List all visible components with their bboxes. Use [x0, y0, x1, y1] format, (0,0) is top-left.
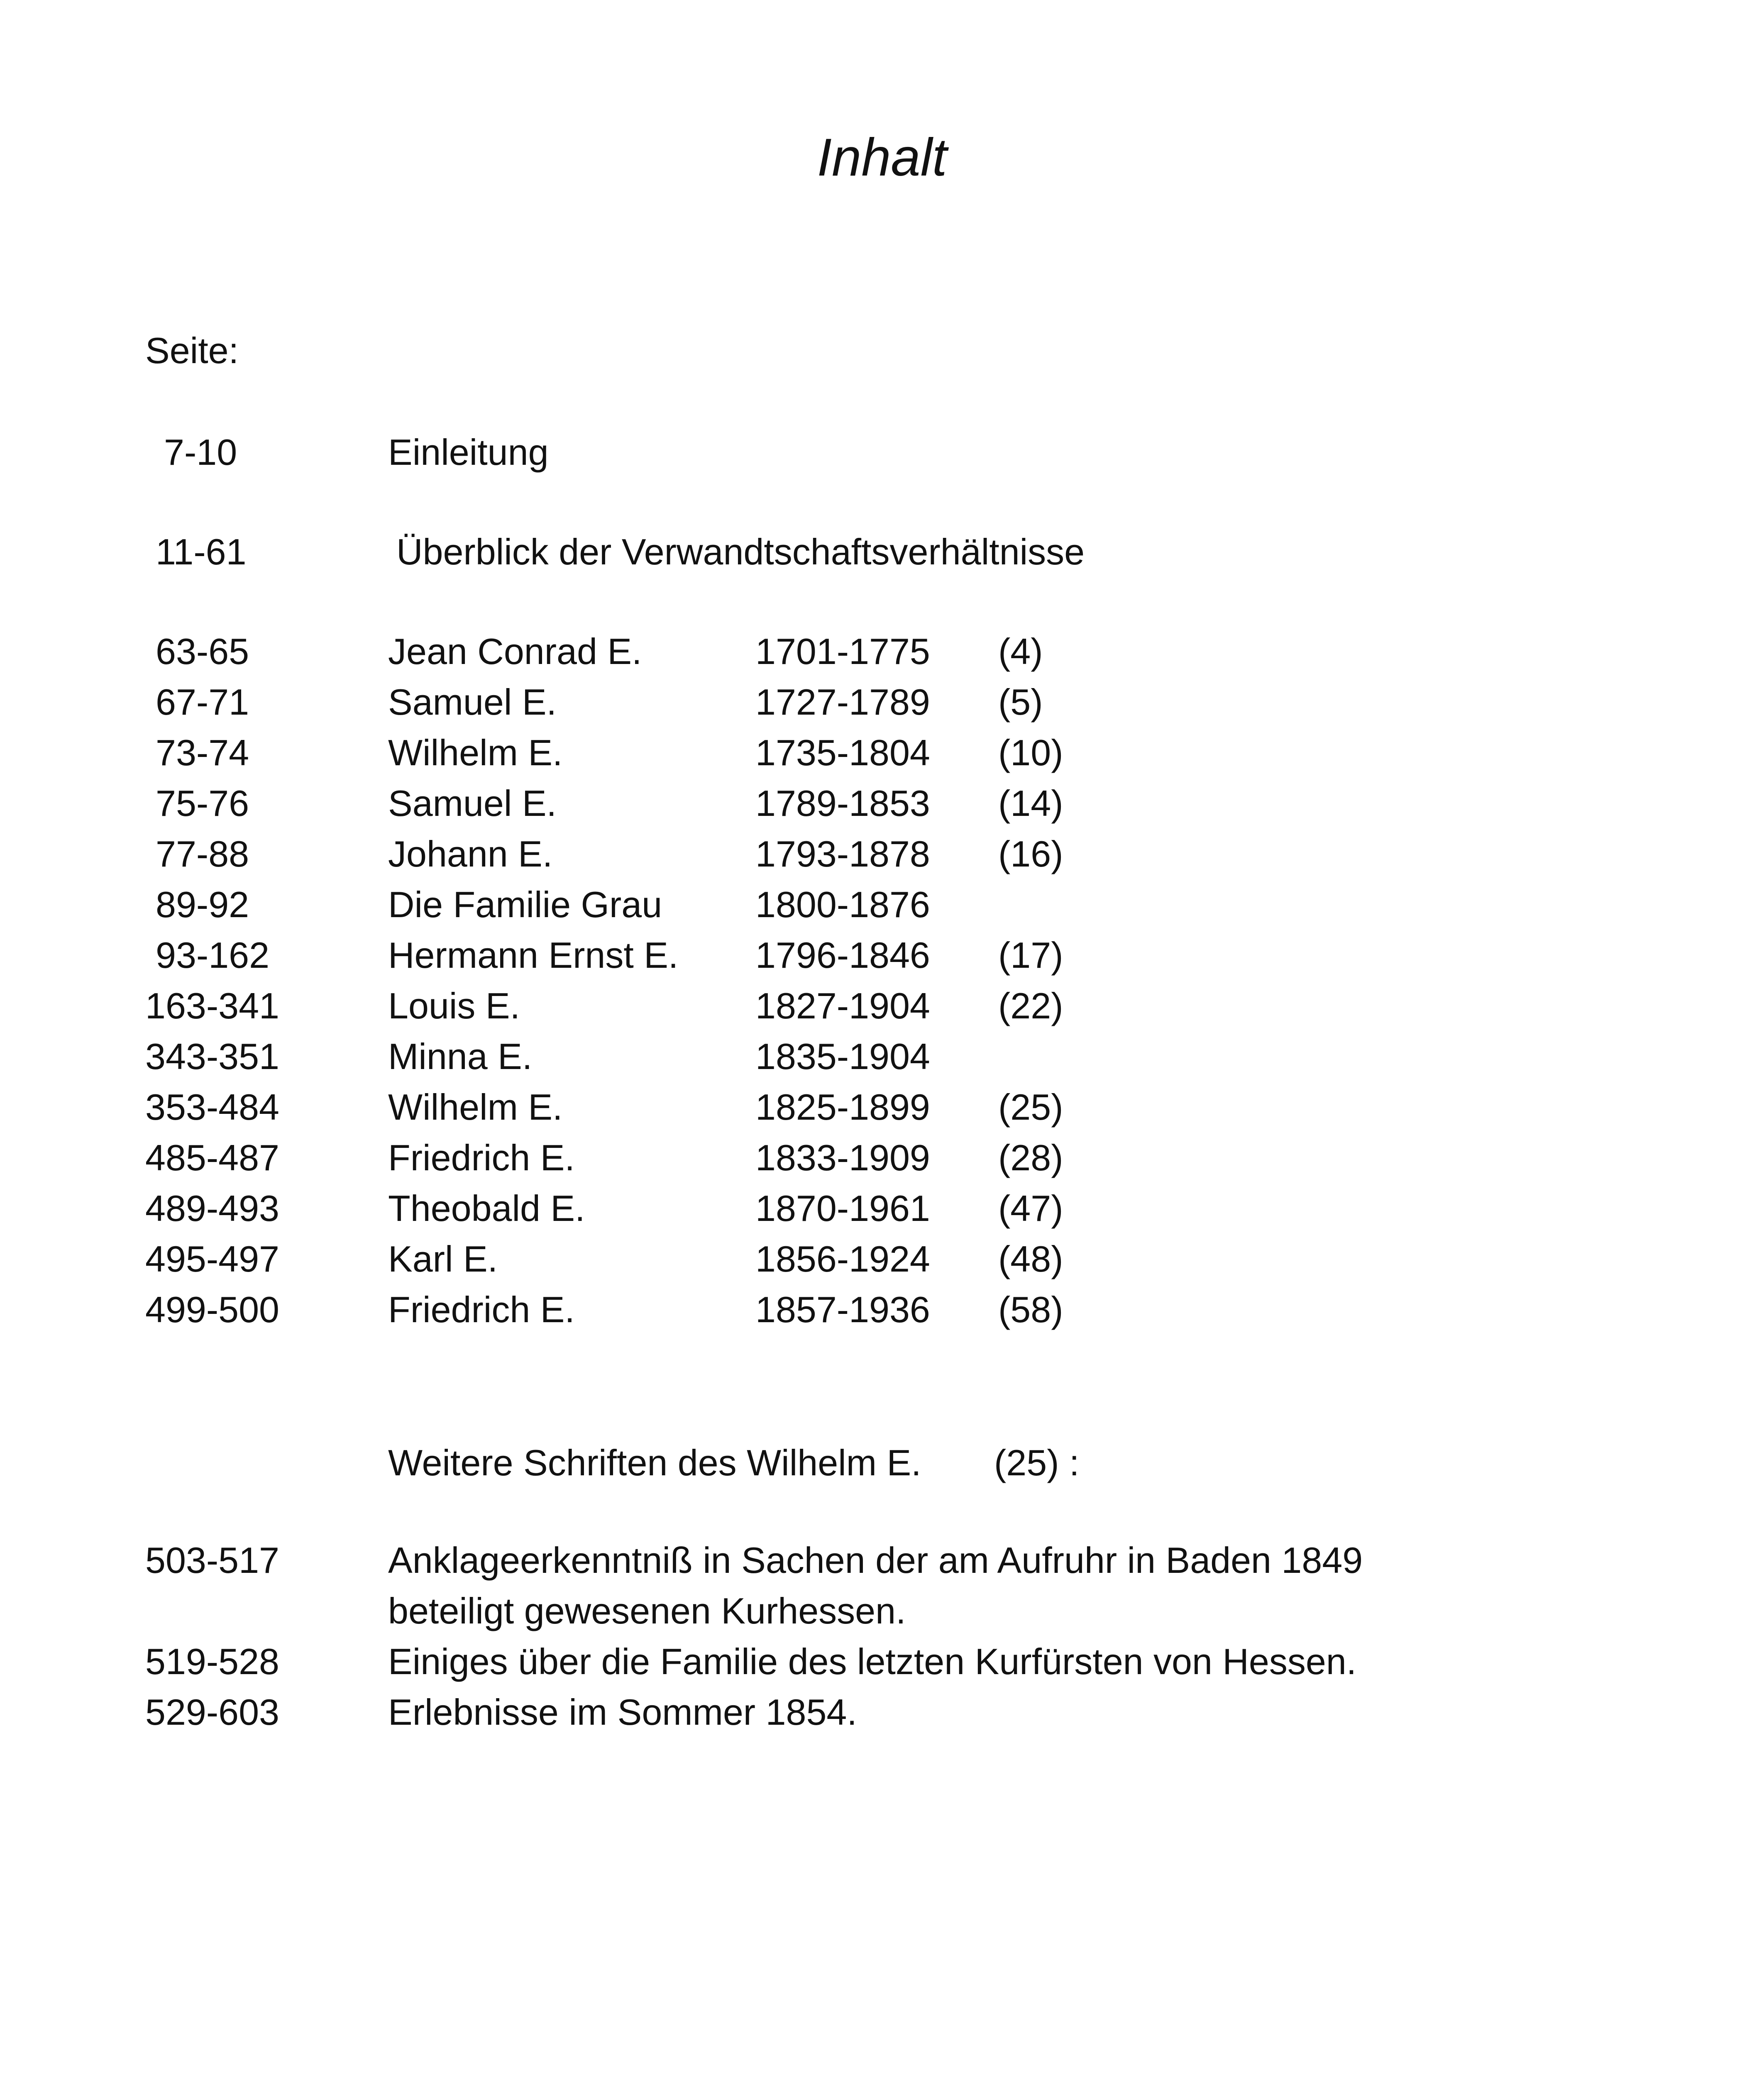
further-entry: [0, 1536, 1764, 1585]
toc-entry-years: 1701-1775: [755, 631, 930, 672]
toc-entry-ref: (25): [998, 1086, 1063, 1128]
toc-entry: [0, 427, 1764, 477]
toc-person-entry: [0, 728, 1764, 778]
toc-entry: [0, 527, 1764, 577]
toc-entry-name: Minna E.: [388, 1036, 533, 1077]
toc-entry-pages: 93-162: [156, 935, 270, 976]
toc-entry-name: Jean Conrad E.: [388, 631, 642, 672]
toc-entry-title: Einiges über die Familie des letzten Kurfürsten von Hessen.: [388, 1641, 1357, 1682]
toc-entry-ref: (16): [998, 833, 1063, 874]
toc-entry-pages: 63-65: [156, 631, 249, 672]
further-entry-continuation: [0, 1586, 1764, 1636]
page-title: Inhalt: [817, 128, 947, 187]
toc-entry-years: 1870-1961: [755, 1188, 930, 1229]
toc-entry-years: 1833-1909: [755, 1137, 930, 1178]
toc-entry-name: Friedrich E.: [388, 1137, 575, 1178]
toc-entry-ref: (47): [998, 1188, 1063, 1229]
further-heading-text: Weitere Schriften des Wilhelm E.: [388, 1442, 921, 1483]
toc-entry-years: 1735-1804: [755, 732, 930, 773]
toc-entry-name: Johann E.: [388, 833, 553, 874]
toc-entry-name: Friedrich E.: [388, 1289, 575, 1330]
toc-entry-title-continued: beteiligt gewesenen Kurhessen.: [388, 1590, 906, 1631]
toc-entry-pages: 89-92: [156, 884, 249, 925]
toc-entry-pages: 519-528: [145, 1641, 279, 1682]
seite-label: Seite:: [145, 330, 239, 371]
toc-person-entry: [0, 677, 1764, 727]
toc-entry-title: Überblick der Verwandtschaftsverhältnisse: [396, 531, 1085, 572]
toc-person-entry: [0, 1082, 1764, 1132]
toc-entry-pages: 73-74: [156, 732, 249, 773]
further-writings-heading: [0, 1438, 1764, 1488]
toc-entry-name: Theobald E.: [388, 1188, 585, 1229]
toc-entry-name: Die Familie Grau: [388, 884, 662, 925]
toc-entry-years: 1825-1899: [755, 1086, 930, 1128]
toc-entry-pages: 485-487: [145, 1137, 279, 1178]
toc-entry-name: Wilhelm E.: [388, 732, 563, 773]
toc-entry-years: 1827-1904: [755, 985, 930, 1026]
further-entry: [0, 1637, 1764, 1687]
toc-entry-pages: 11-61: [156, 531, 247, 572]
toc-person-entry: [0, 1133, 1764, 1183]
further-entry: [0, 1687, 1764, 1737]
toc-entry-years: 1796-1846: [755, 935, 930, 976]
toc-entry-years: 1800-1876: [755, 884, 930, 925]
toc-entry-pages: 7-10: [164, 432, 237, 473]
toc-entry-pages: 353-484: [145, 1086, 279, 1128]
toc-entry-ref: (4): [998, 631, 1043, 672]
toc-entry-pages: 503-517: [145, 1540, 279, 1581]
toc-entry-years: 1835-1904: [755, 1036, 930, 1077]
toc-entry-ref: (28): [998, 1137, 1063, 1178]
toc-entry-title: Einleitung: [388, 432, 549, 473]
toc-entry-years: 1857-1936: [755, 1289, 930, 1330]
toc-entry-name: Hermann Ernst E.: [388, 935, 679, 976]
toc-entry-ref: (58): [998, 1289, 1063, 1330]
toc-entry-name: Karl E.: [388, 1238, 498, 1279]
toc-entry-name: Samuel E.: [388, 681, 557, 723]
toc-entry-pages: 75-76: [156, 783, 249, 824]
toc-person-entry: [0, 1184, 1764, 1233]
toc-entry-pages: 163-341: [145, 985, 279, 1026]
toc-person-entry: [0, 1285, 1764, 1335]
toc-entry-name: Louis E.: [388, 985, 520, 1026]
toc-person-entry: [0, 627, 1764, 676]
toc-entry-ref: (14): [998, 783, 1063, 824]
toc-entry-years: 1793-1878: [755, 833, 930, 874]
toc-entry-pages: 77-88: [156, 833, 249, 874]
toc-entry-title: Erlebnisse im Sommer 1854.: [388, 1692, 857, 1733]
toc-entry-pages: 529-603: [145, 1692, 279, 1733]
toc-entry-pages: 67-71: [156, 681, 249, 723]
toc-entry-ref: (10): [998, 732, 1063, 773]
toc-entry-name: Samuel E.: [388, 783, 557, 824]
toc-entry-pages: 489-493: [145, 1188, 279, 1229]
toc-person-entry: [0, 930, 1764, 980]
toc-entry-years: 1856-1924: [755, 1238, 930, 1279]
toc-entry-pages: 343-351: [145, 1036, 279, 1077]
toc-person-entry: [0, 1032, 1764, 1081]
toc-entry-ref: (22): [998, 985, 1063, 1026]
toc-entry-pages: 499-500: [145, 1289, 279, 1330]
toc-entry-ref: (5): [998, 681, 1043, 723]
toc-person-entry: [0, 1234, 1764, 1284]
toc-entry-name: Wilhelm E.: [388, 1086, 563, 1128]
toc-entry-title: Anklageerkenntniß in Sachen der am Aufruhr in Baden 1849: [388, 1540, 1363, 1581]
toc-person-entry: [0, 779, 1764, 828]
toc-person-entry: [0, 880, 1764, 930]
toc-entry-pages: 495-497: [145, 1238, 279, 1279]
toc-entry-years: 1727-1789: [755, 681, 930, 723]
toc-entry-ref: (17): [998, 935, 1063, 976]
toc-person-entry: [0, 981, 1764, 1031]
toc-person-entry: [0, 829, 1764, 879]
toc-entry-years: 1789-1853: [755, 783, 930, 824]
toc-entry-ref: (48): [998, 1238, 1063, 1279]
further-heading-ref: (25) :: [994, 1442, 1080, 1483]
